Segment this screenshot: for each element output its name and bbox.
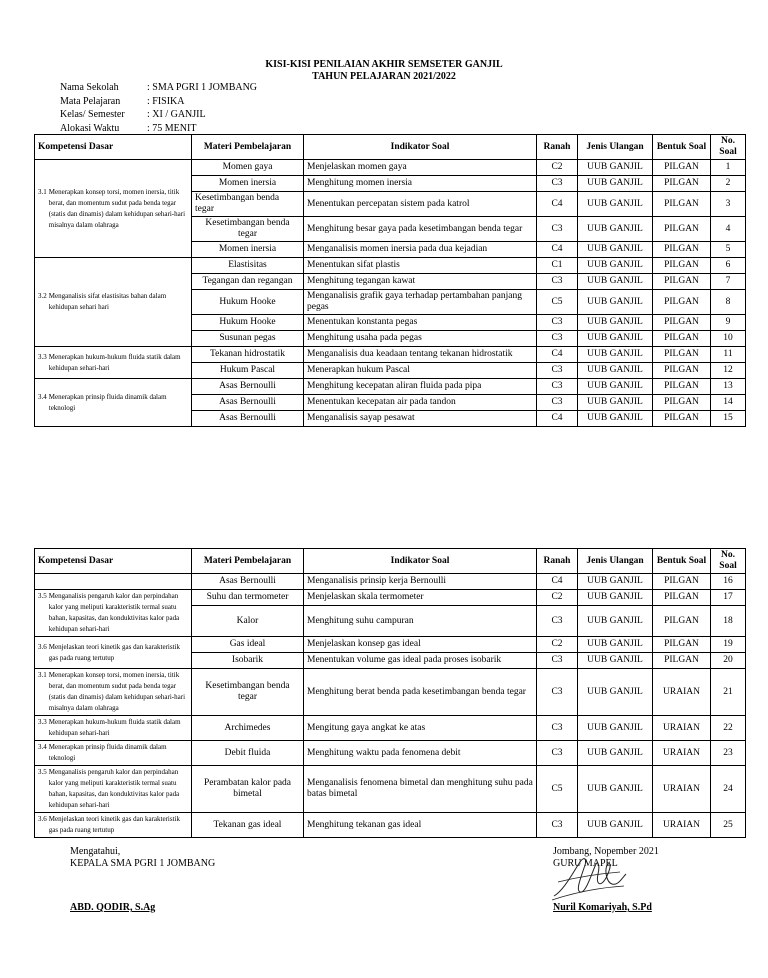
cell-materi: Kesetimbangan benda tegar bbox=[192, 669, 304, 716]
cell-ranah: C4 bbox=[537, 347, 578, 363]
table-row bbox=[35, 574, 746, 590]
cell-no: 9 bbox=[711, 315, 746, 331]
cell-bentuk: PILGAN bbox=[653, 379, 711, 395]
cell-ranah: C2 bbox=[537, 637, 578, 653]
meta-label: Kelas/ Semester bbox=[60, 109, 125, 120]
cell-jenis: UUB GANJIL bbox=[578, 716, 653, 741]
cell-bentuk: PILGAN bbox=[653, 192, 711, 217]
cell-materi: Kesetimbangan benda tegar bbox=[192, 217, 304, 242]
cell-no: 21 bbox=[711, 669, 746, 716]
cell-indikator: Menjelaskan momen gaya bbox=[304, 160, 537, 176]
cell-kd bbox=[35, 379, 192, 427]
cell-no: 19 bbox=[711, 637, 746, 653]
cell-indikator: Menghitung usaha pada pegas bbox=[304, 331, 537, 347]
cell-indikator: Menghitung momen inersia bbox=[304, 176, 537, 192]
cell-no: 23 bbox=[711, 741, 746, 766]
cell-materi: Asas Bernoulli bbox=[192, 379, 304, 395]
cell-ranah: C5 bbox=[537, 290, 578, 315]
meta-row-school bbox=[60, 81, 257, 95]
cell-indikator: Menentukan sifat plastis bbox=[304, 258, 537, 274]
kd-number: 3.3 bbox=[38, 718, 47, 726]
cell-no: 24 bbox=[711, 766, 746, 813]
cell-no: 8 bbox=[711, 290, 746, 315]
kd-text: Menerapkan konsep torsi, momen inersia, titik berat, dan momentum sudut pada benda tegar (statis dan dinamis) dalam kehidupan sehari-hari misalnya dalam olahraga bbox=[48, 671, 186, 712]
cell-jenis: UUB GANJIL bbox=[578, 637, 653, 653]
kd-number: 3.4 bbox=[38, 392, 47, 401]
cell-ranah: C4 bbox=[537, 574, 578, 590]
cell-kd bbox=[35, 766, 192, 813]
cell-ranah: C3 bbox=[537, 176, 578, 192]
table-row bbox=[35, 637, 746, 653]
col-header-bentuk: Bentuk Soal bbox=[653, 135, 711, 160]
cell-materi: Elastisitas bbox=[192, 258, 304, 274]
cell-ranah: C4 bbox=[537, 242, 578, 258]
cell-materi: Kesetimbangan benda tegar bbox=[192, 192, 304, 217]
cell-no: 18 bbox=[711, 606, 746, 637]
cell-bentuk: PILGAN bbox=[653, 160, 711, 176]
col-header-kd: Kompetensi Dasar bbox=[35, 549, 192, 574]
table-row bbox=[35, 258, 746, 274]
cell-indikator: Menjelaskan konsep gas ideal bbox=[304, 637, 537, 653]
kd-text: Menerapkan hukum-hukum fluida statik dalam kehidupan sehari-hari bbox=[48, 718, 181, 737]
cell-indikator: Menghitung kecepatan aliran fluida pada pipa bbox=[304, 379, 537, 395]
cell-materi: Susunan pegas bbox=[192, 331, 304, 347]
meta-value: : XI / GANJIL bbox=[147, 109, 206, 120]
cell-bentuk: PILGAN bbox=[653, 290, 711, 315]
cell-ranah: C2 bbox=[537, 160, 578, 176]
cell-indikator: Menjelaskan skala termometer bbox=[304, 590, 537, 606]
kd-number: 3.2 bbox=[38, 292, 47, 300]
meta-row-subject bbox=[60, 95, 257, 109]
cell-bentuk: PILGAN bbox=[653, 590, 711, 606]
cell-indikator: Menentukan volume gas ideal pada proses isobarik bbox=[304, 653, 537, 669]
cell-indikator: Mengitung gaya angkat ke atas bbox=[304, 716, 537, 741]
signature-left-name-wrap bbox=[70, 902, 155, 914]
kd-text: Menganalisis pengaruh kalor dan perpindahan kalor yang meliputi karakteristik termal suatu bahan, kapasitas, dan konduktivitas kalor pada kehidupan sehari-hari bbox=[48, 768, 180, 809]
cell-jenis: UUB GANJIL bbox=[578, 160, 653, 176]
cell-kd bbox=[35, 258, 192, 347]
table-row bbox=[35, 590, 746, 606]
cell-jenis: UUB GANJIL bbox=[578, 411, 653, 427]
kd-text: Menerapkan konsep torsi, momen inersia, titik berat, dan momentum sudut pada benda tegar (statis dan dinamis) dalam kehidupan sehari-hari misalnya dalam olahraga bbox=[48, 187, 186, 229]
kd-number: 3.1 bbox=[38, 187, 47, 196]
cell-jenis: UUB GANJIL bbox=[578, 274, 653, 290]
cell-ranah: C3 bbox=[537, 653, 578, 669]
cell-kd bbox=[35, 590, 192, 637]
cell-bentuk: PILGAN bbox=[653, 258, 711, 274]
cell-indikator: Menghitung tekanan gas ideal bbox=[304, 813, 537, 838]
meta-row-class bbox=[60, 108, 257, 122]
col-header-no: No. Soal bbox=[711, 549, 746, 574]
kd-text: Menerapkan prinsip fluida dinamik dalam teknologi bbox=[48, 392, 167, 412]
cell-ranah: C3 bbox=[537, 669, 578, 716]
cell-materi: Kalor bbox=[192, 606, 304, 637]
cell-ranah: C3 bbox=[537, 716, 578, 741]
cell-no: 15 bbox=[711, 411, 746, 427]
kd-number: 3.1 bbox=[38, 671, 47, 679]
cell-kd bbox=[35, 741, 192, 766]
signature-right-line2: GURU MAPEL bbox=[553, 858, 618, 869]
cell-indikator: Menghitung waktu pada fenomena debit bbox=[304, 741, 537, 766]
cell-indikator: Menganalisis prinsip kerja Bernoulli bbox=[304, 574, 537, 590]
meta-value: : 75 MENIT bbox=[147, 122, 197, 134]
cell-materi: Gas ideal bbox=[192, 637, 304, 653]
table-row bbox=[35, 669, 746, 716]
cell-jenis: UUB GANJIL bbox=[578, 258, 653, 274]
cell-no: 4 bbox=[711, 217, 746, 242]
cell-ranah: C3 bbox=[537, 741, 578, 766]
cell-indikator: Menghitung tegangan kawat bbox=[304, 274, 537, 290]
cell-no: 2 bbox=[711, 176, 746, 192]
table-row bbox=[35, 379, 746, 395]
kd-number: 3.6 bbox=[38, 642, 47, 651]
col-header-ranah: Ranah bbox=[537, 135, 578, 160]
col-header-indikator: Indikator Soal bbox=[304, 549, 537, 574]
cell-ranah: C3 bbox=[537, 813, 578, 838]
kd-number: 3.5 bbox=[38, 592, 47, 600]
cell-indikator: Menganalisis dua keadaan tentang tekanan hidrostatik bbox=[304, 347, 537, 363]
cell-ranah: C4 bbox=[537, 411, 578, 427]
cell-bentuk: PILGAN bbox=[653, 242, 711, 258]
cell-kd bbox=[35, 716, 192, 741]
signature-right-name: Nuril Komariyah, S.Pd bbox=[553, 902, 652, 913]
cell-bentuk: URAIAN bbox=[653, 669, 711, 716]
col-header-no: No. Soal bbox=[711, 135, 746, 160]
cell-jenis: UUB GANJIL bbox=[578, 379, 653, 395]
cell-materi: Suhu dan termometer bbox=[192, 590, 304, 606]
kd-text: Menganalisis pengaruh kalor dan perpindahan kalor yang meliputi karakteristik termal suatu bahan, kapasitas, dan konduktivitas kalor pada kehidupan sehari-hari bbox=[48, 592, 180, 633]
cell-jenis: UUB GANJIL bbox=[578, 574, 653, 590]
kd-number: 3.5 bbox=[38, 768, 47, 776]
cell-ranah: C3 bbox=[537, 379, 578, 395]
cell-indikator: Menganalisis sayap pesawat bbox=[304, 411, 537, 427]
cell-no: 11 bbox=[711, 347, 746, 363]
cell-bentuk: PILGAN bbox=[653, 574, 711, 590]
signature-left-line2: KEPALA SMA PGRI 1 JOMBANG bbox=[70, 858, 216, 869]
cell-kd bbox=[35, 813, 192, 838]
cell-materi: Archimedes bbox=[192, 716, 304, 741]
cell-materi: Momen gaya bbox=[192, 160, 304, 176]
document-subtitle: TAHUN PELAJARAN 2021/2022 bbox=[312, 71, 456, 82]
cell-jenis: UUB GANJIL bbox=[578, 192, 653, 217]
cell-bentuk: PILGAN bbox=[653, 606, 711, 637]
kd-number: 3.6 bbox=[38, 815, 47, 823]
col-header-ranah: Ranah bbox=[537, 549, 578, 574]
cell-jenis: UUB GANJIL bbox=[578, 331, 653, 347]
cell-jenis: UUB GANJIL bbox=[578, 669, 653, 716]
cell-no: 10 bbox=[711, 331, 746, 347]
cell-bentuk: PILGAN bbox=[653, 274, 711, 290]
cell-no: 5 bbox=[711, 242, 746, 258]
kd-text: Menerapkan hukum-hukum fluida statik dalam kehidupan sehari-hari bbox=[48, 352, 181, 372]
cell-jenis: UUB GANJIL bbox=[578, 653, 653, 669]
cell-materi: Asas Bernoulli bbox=[192, 411, 304, 427]
cell-ranah: C2 bbox=[537, 590, 578, 606]
cell-ranah: C3 bbox=[537, 331, 578, 347]
col-header-materi: Materi Pembelajaran bbox=[192, 549, 304, 574]
cell-kd bbox=[35, 637, 192, 669]
cell-materi: Asas Bernoulli bbox=[192, 574, 304, 590]
cell-jenis: UUB GANJIL bbox=[578, 347, 653, 363]
signature-right-line1: Jombang, Nopember 2021 bbox=[553, 846, 659, 857]
cell-no: 1 bbox=[711, 160, 746, 176]
cell-no: 17 bbox=[711, 590, 746, 606]
cell-indikator: Menerapkan hukum Pascal bbox=[304, 363, 537, 379]
kd-text: Menjelaskan teori kinetik gas dan karakteristik gas pada ruang tertutup bbox=[48, 642, 180, 662]
cell-materi: Debit fluida bbox=[192, 741, 304, 766]
cell-indikator: Menentukan kecepatan air pada tandon bbox=[304, 395, 537, 411]
cell-materi: Tegangan dan regangan bbox=[192, 274, 304, 290]
cell-jenis: UUB GANJIL bbox=[578, 315, 653, 331]
cell-no: 20 bbox=[711, 653, 746, 669]
meta-row-time bbox=[60, 122, 257, 136]
cell-ranah: C1 bbox=[537, 258, 578, 274]
kd-text: Menerapkan prinsip fluida dinamik dalam teknologi bbox=[48, 743, 167, 762]
cell-bentuk: PILGAN bbox=[653, 217, 711, 242]
cell-indikator: Menentukan konstanta pegas bbox=[304, 315, 537, 331]
cell-no: 13 bbox=[711, 379, 746, 395]
cell-bentuk: PILGAN bbox=[653, 411, 711, 427]
cell-no: 16 bbox=[711, 574, 746, 590]
cell-jenis: UUB GANJIL bbox=[578, 363, 653, 379]
cell-bentuk: URAIAN bbox=[653, 716, 711, 741]
meta-value: : FISIKA bbox=[147, 95, 185, 107]
kd-text: Menganalisis sifat elastisitas bahan dalam kehidupan sehari hari bbox=[48, 292, 167, 311]
cell-indikator: Menganalisis fenomena bimetal dan menghitung suhu pada batas bimetal bbox=[304, 766, 537, 813]
cell-no: 25 bbox=[711, 813, 746, 838]
cell-jenis: UUB GANJIL bbox=[578, 176, 653, 192]
cell-indikator: Menganalisis grafik gaya terhadap pertambahan panjang pegas bbox=[304, 290, 537, 315]
cell-materi: Momen inersia bbox=[192, 176, 304, 192]
cell-materi: Momen inersia bbox=[192, 242, 304, 258]
cell-materi: Tekanan hidrostatik bbox=[192, 347, 304, 363]
kd-number: 3.4 bbox=[38, 743, 47, 751]
cell-bentuk: PILGAN bbox=[653, 395, 711, 411]
cell-indikator: Menghitung berat benda pada kesetimbangan benda tegar bbox=[304, 669, 537, 716]
col-header-jenis: Jenis Ulangan bbox=[578, 549, 653, 574]
cell-no: 6 bbox=[711, 258, 746, 274]
cell-jenis: UUB GANJIL bbox=[578, 242, 653, 258]
cell-materi: Isobarik bbox=[192, 653, 304, 669]
cell-no: 22 bbox=[711, 716, 746, 741]
cell-no: 14 bbox=[711, 395, 746, 411]
cell-indikator: Menganalisis momen inersia pada dua kejadian bbox=[304, 242, 537, 258]
document-title: KISI-KISI PENILAIAN AKHIR SEMSETER GANJIL bbox=[265, 59, 503, 70]
col-header-indikator: Indikator Soal bbox=[304, 135, 537, 160]
cell-jenis: UUB GANJIL bbox=[578, 290, 653, 315]
cell-jenis: UUB GANJIL bbox=[578, 741, 653, 766]
kd-number: 3.3 bbox=[38, 352, 47, 361]
cell-no: 3 bbox=[711, 192, 746, 217]
cell-ranah: C3 bbox=[537, 274, 578, 290]
cell-kd bbox=[35, 669, 192, 716]
kisi-table-1 bbox=[34, 134, 746, 427]
col-header-bentuk: Bentuk Soal bbox=[653, 549, 711, 574]
cell-bentuk: URAIAN bbox=[653, 766, 711, 813]
signature-left bbox=[70, 846, 215, 870]
cell-ranah: C3 bbox=[537, 363, 578, 379]
table-row bbox=[35, 716, 746, 741]
cell-bentuk: PILGAN bbox=[653, 176, 711, 192]
table-row bbox=[35, 347, 746, 363]
cell-jenis: UUB GANJIL bbox=[578, 813, 653, 838]
cell-indikator: Menghitung suhu campuran bbox=[304, 606, 537, 637]
cell-bentuk: URAIAN bbox=[653, 741, 711, 766]
cell-jenis: UUB GANJIL bbox=[578, 217, 653, 242]
table-row bbox=[35, 160, 746, 176]
cell-bentuk: PILGAN bbox=[653, 653, 711, 669]
meta-label: Mata Pelajaran bbox=[60, 95, 121, 107]
cell-bentuk: PILGAN bbox=[653, 363, 711, 379]
cell-bentuk: PILGAN bbox=[653, 315, 711, 331]
table-row bbox=[35, 741, 746, 766]
cell-ranah: C3 bbox=[537, 315, 578, 331]
table-header-row bbox=[35, 549, 746, 574]
kd-text: Menjelaskan teori kinetik gas dan karakteristik gas pada ruang tertutup bbox=[48, 815, 180, 834]
col-header-jenis: Jenis Ulangan bbox=[578, 135, 653, 160]
cell-ranah: C3 bbox=[537, 606, 578, 637]
col-header-materi: Materi Pembelajaran bbox=[192, 135, 304, 160]
table-header-row bbox=[35, 135, 746, 160]
cell-bentuk: URAIAN bbox=[653, 813, 711, 838]
cell-materi: Asas Bernoulli bbox=[192, 395, 304, 411]
meta-value: : SMA PGRI 1 JOMBANG bbox=[147, 82, 258, 93]
cell-ranah: C4 bbox=[537, 192, 578, 217]
col-header-kd: Kompetensi Dasar bbox=[35, 135, 192, 160]
table-row bbox=[35, 813, 746, 838]
cell-materi: Perambatan kalor pada bimetal bbox=[192, 766, 304, 813]
cell-kd bbox=[35, 574, 192, 590]
kisi-table-2 bbox=[34, 548, 746, 838]
cell-indikator: Menghitung besar gaya pada kesetimbangan benda tegar bbox=[304, 217, 537, 242]
cell-jenis: UUB GANJIL bbox=[578, 590, 653, 606]
document-meta bbox=[60, 81, 257, 135]
cell-bentuk: PILGAN bbox=[653, 331, 711, 347]
cell-materi: Hukum Hooke bbox=[192, 315, 304, 331]
cell-ranah: C3 bbox=[537, 217, 578, 242]
cell-no: 12 bbox=[711, 363, 746, 379]
cell-materi: Hukum Hooke bbox=[192, 290, 304, 315]
meta-label: Nama Sekolah bbox=[60, 82, 119, 93]
cell-jenis: UUB GANJIL bbox=[578, 395, 653, 411]
cell-indikator: Menentukan percepatan sistem pada katrol bbox=[304, 192, 537, 217]
cell-kd bbox=[35, 347, 192, 379]
cell-bentuk: PILGAN bbox=[653, 347, 711, 363]
cell-bentuk: PILGAN bbox=[653, 637, 711, 653]
cell-no: 7 bbox=[711, 274, 746, 290]
signature-right-name-wrap bbox=[553, 902, 652, 914]
signature-left-line1: Mengatahui, bbox=[70, 846, 121, 857]
cell-ranah: C3 bbox=[537, 395, 578, 411]
cell-jenis: UUB GANJIL bbox=[578, 606, 653, 637]
cell-jenis: UUB GANJIL bbox=[578, 766, 653, 813]
cell-materi: Hukum Pascal bbox=[192, 363, 304, 379]
handwritten-signature bbox=[550, 852, 630, 904]
cell-ranah: C5 bbox=[537, 766, 578, 813]
cell-materi: Tekanan gas ideal bbox=[192, 813, 304, 838]
table-row bbox=[35, 766, 746, 813]
meta-label: Alokasi Waktu bbox=[60, 122, 120, 134]
signature-left-name: ABD. QODIR, S.Ag bbox=[70, 902, 156, 913]
cell-kd bbox=[35, 160, 192, 258]
